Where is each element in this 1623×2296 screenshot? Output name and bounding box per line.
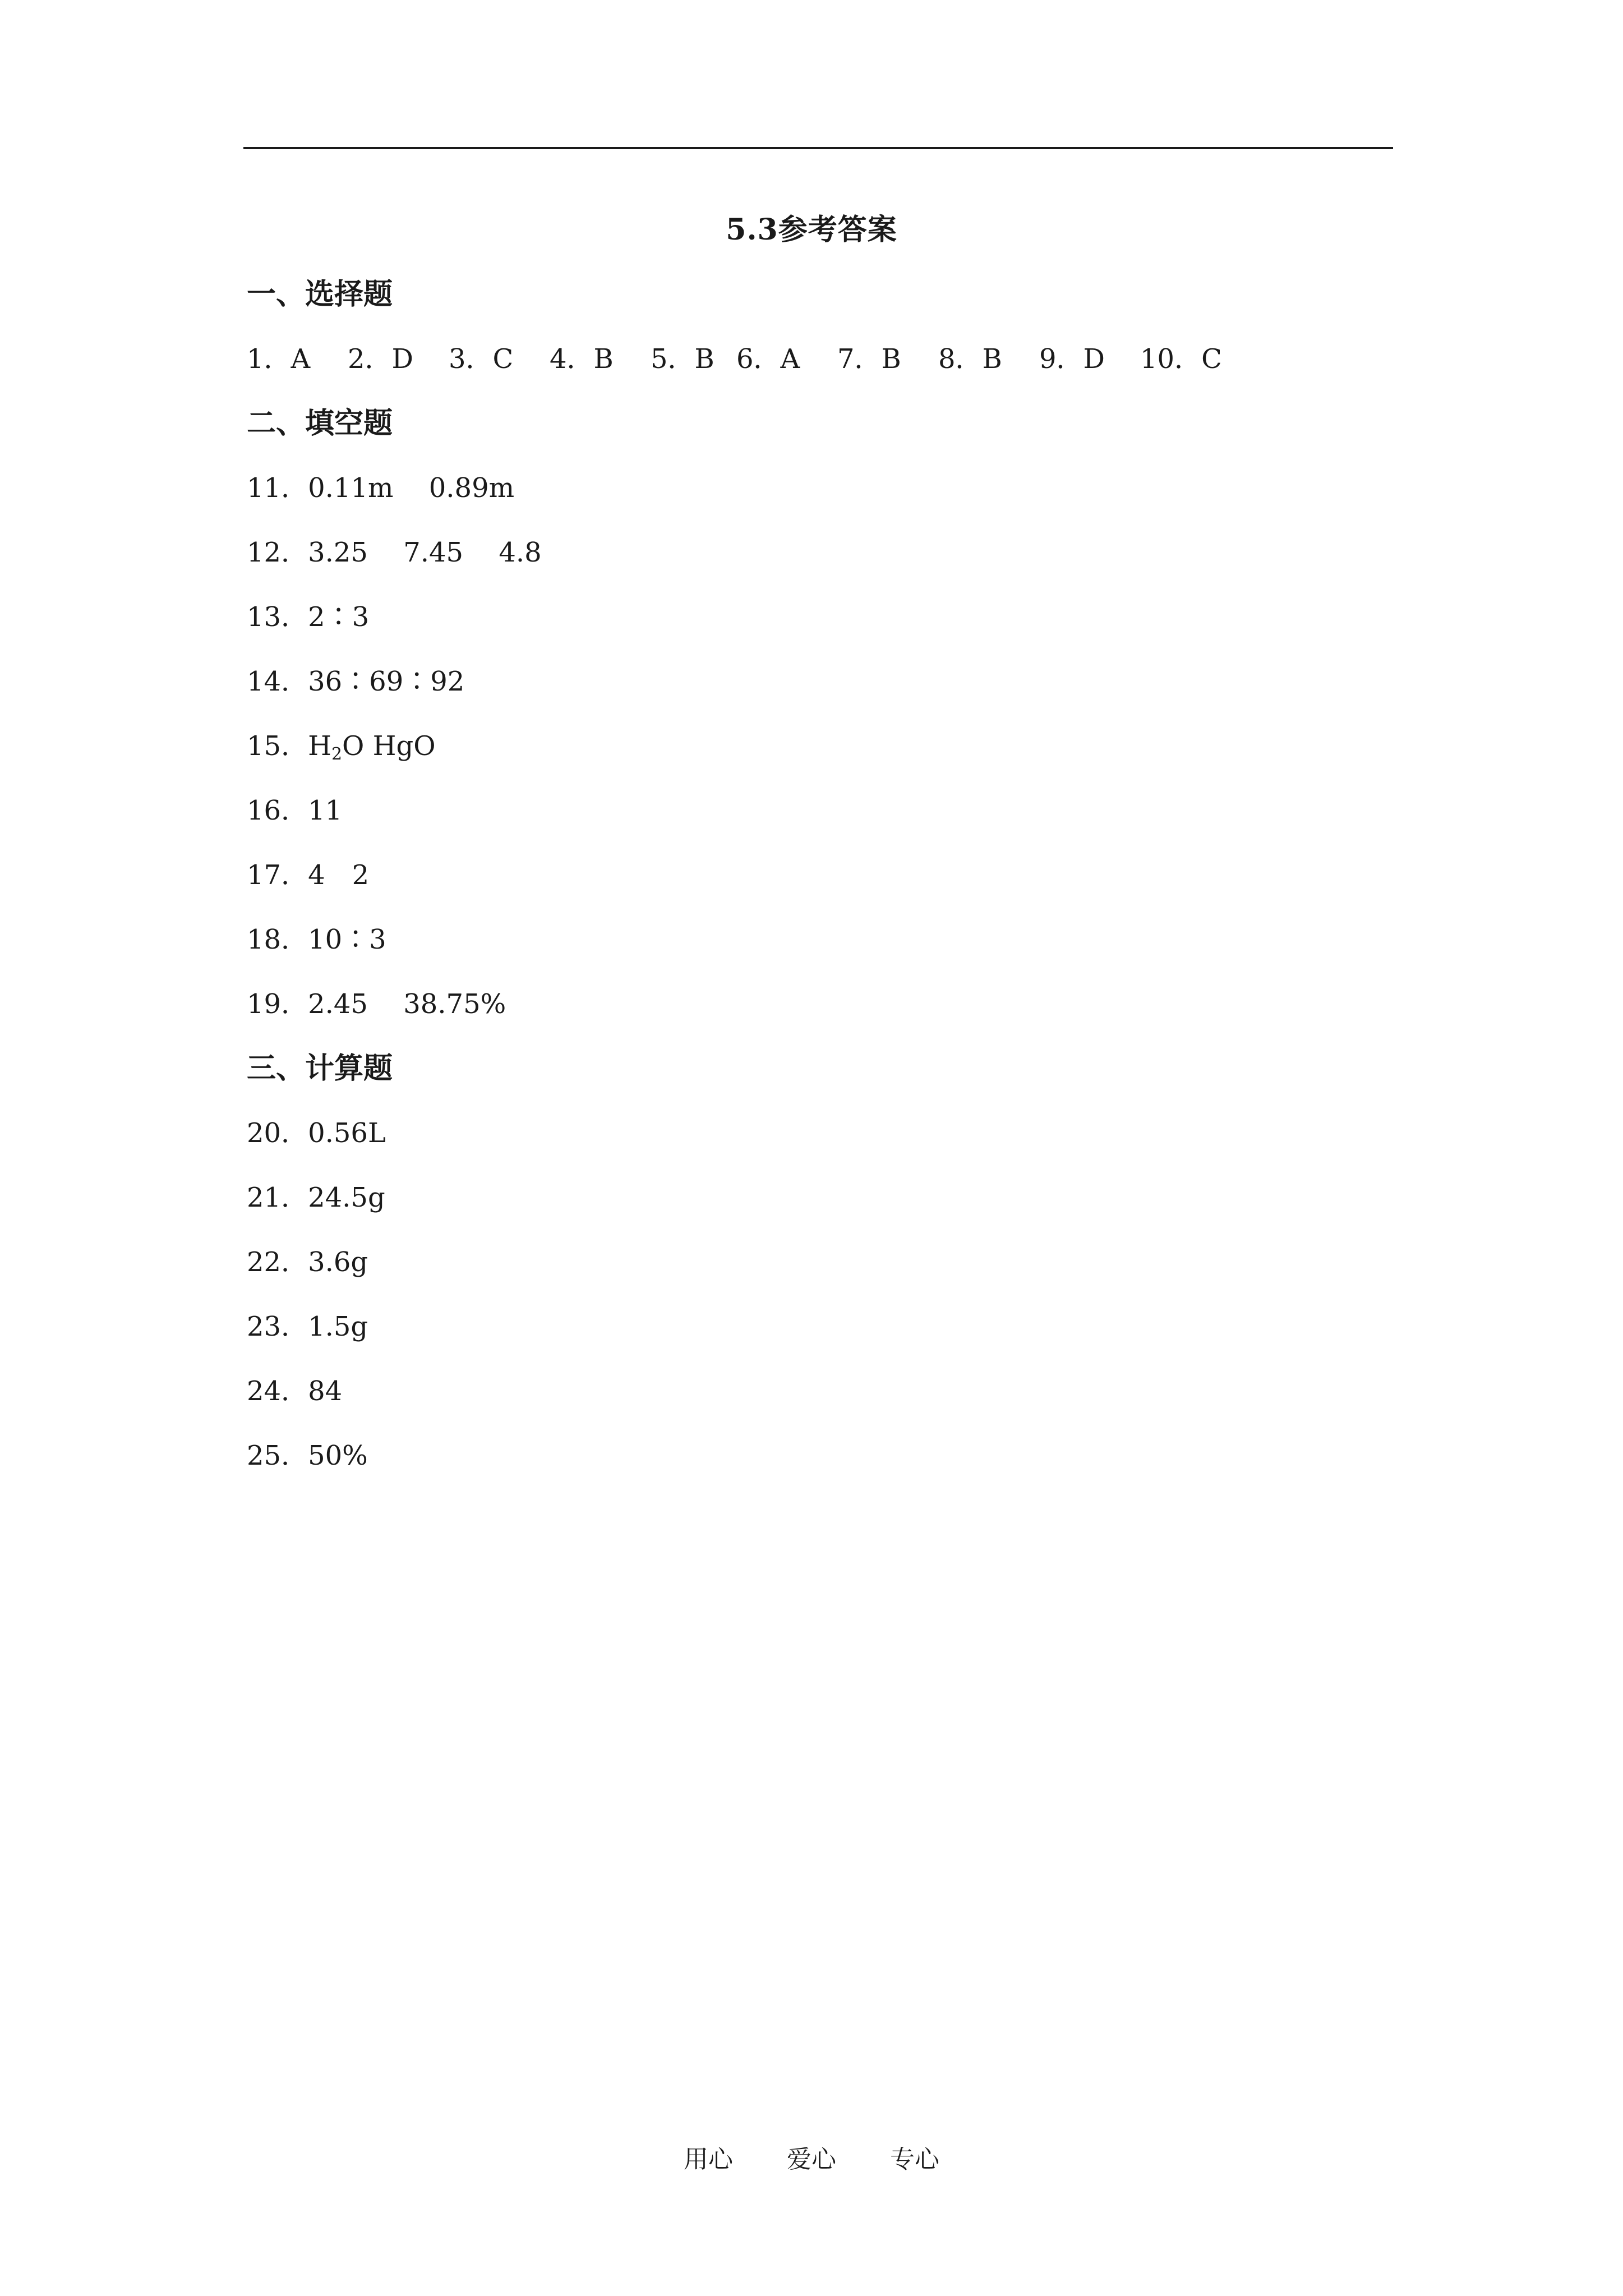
page-footer bbox=[0, 2143, 1623, 2177]
fill-answer-15-prefix: 15．H bbox=[247, 730, 331, 762]
calc-answer-25: 25．50% bbox=[247, 1440, 368, 1471]
section-heading-fill: 二、填空题 bbox=[247, 406, 393, 440]
fill-answer-18: 18．10∶3 bbox=[247, 924, 386, 955]
calc-answer-23: 23．1.5g bbox=[247, 1311, 368, 1342]
footer-word-3: 专心 bbox=[890, 2145, 939, 2174]
fill-answer-13: 13．2∶3 bbox=[247, 601, 370, 633]
section-heading-choice: 一、选择题 bbox=[247, 277, 393, 311]
fill-answer-15-subscript: 2 bbox=[331, 744, 343, 764]
choice-answer-4: 4．B bbox=[550, 343, 614, 375]
choice-answer-7: 7．B bbox=[837, 343, 901, 375]
choice-answers-row bbox=[247, 339, 1368, 379]
fill-answer-15-suffix: O HgO bbox=[342, 730, 436, 762]
fill-answer-16: 16．11 bbox=[247, 795, 343, 826]
calc-answer-20: 20．0.56L bbox=[247, 1117, 386, 1149]
fill-answer-15 bbox=[247, 726, 436, 774]
calc-answer-22: 22．3.6g bbox=[247, 1246, 368, 1278]
calc-answer-21: 21．24.5g bbox=[247, 1182, 385, 1213]
choice-answer-5: 5．B bbox=[651, 343, 714, 375]
footer-word-1: 用心 bbox=[684, 2145, 733, 2174]
calc-answer-24: 24．84 bbox=[247, 1375, 343, 1407]
choice-answer-9: 9．D bbox=[1039, 343, 1105, 375]
choice-answer-10: 10．C bbox=[1140, 343, 1222, 375]
choice-answer-3: 3．C bbox=[449, 343, 514, 375]
choice-answer-6: 6．A bbox=[736, 343, 800, 375]
choice-answer-1: 1．A bbox=[247, 343, 311, 375]
fill-answer-17: 17．4 2 bbox=[247, 859, 370, 891]
choice-answer-8: 8．B bbox=[938, 343, 1002, 375]
fill-answer-19: 19．2.45 38.75% bbox=[247, 988, 506, 1020]
footer-word-2: 爱心 bbox=[787, 2145, 836, 2174]
page-title: 5.3参考答案 bbox=[726, 213, 897, 247]
section-heading-calc: 三、计算题 bbox=[247, 1051, 393, 1085]
header-rule bbox=[243, 147, 1393, 149]
fill-answer-12: 12．3.25 7.45 4.8 bbox=[247, 537, 542, 568]
fill-answer-11: 11．0.11m 0.89m bbox=[247, 472, 515, 504]
fill-answer-14: 14．36∶69∶92 bbox=[247, 666, 465, 697]
choice-answer-2: 2．D bbox=[348, 343, 414, 375]
